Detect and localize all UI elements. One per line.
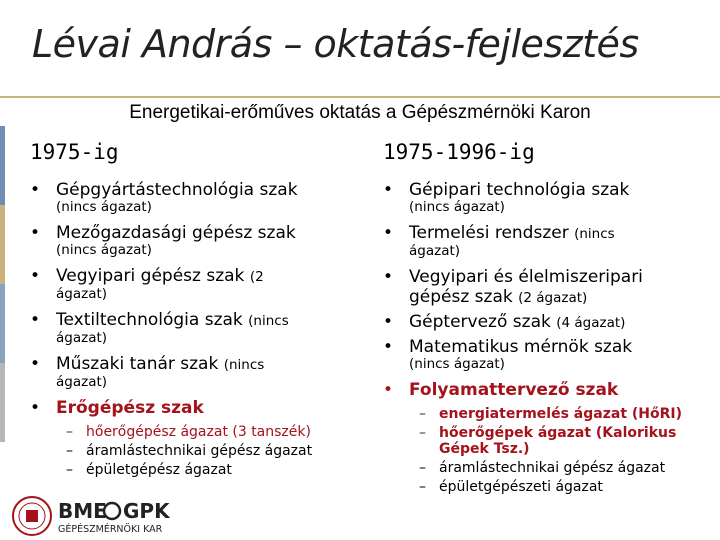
item-note: (nincs <box>574 226 615 242</box>
logo-main: BME <box>58 499 107 523</box>
bullet-icon: • <box>383 267 394 287</box>
bullet-icon: • <box>30 398 41 418</box>
sublist-item: – áramlástechnikai gépész ágazat <box>419 460 666 476</box>
item-main: Gépipari technológia szak <box>409 180 630 200</box>
list-item <box>383 337 708 372</box>
highlight-sublist <box>30 424 350 478</box>
item-main: Géptervező szak <box>409 312 557 332</box>
highlight-item <box>30 398 350 418</box>
dash-icon: – <box>419 425 426 441</box>
logo-caption: GÉPÉSZMÉRNÖKI KAR <box>58 524 163 535</box>
bullet-icon: • <box>30 180 41 200</box>
item-main: Vegyipari gépész szak <box>56 266 250 286</box>
dash-icon: – <box>419 460 426 476</box>
list-item <box>30 354 350 390</box>
list-item <box>30 310 350 346</box>
highlight-item <box>383 380 708 400</box>
highlight-sublist <box>383 406 708 495</box>
list-item <box>383 223 708 259</box>
item-sub: (nincs ágazat) <box>56 242 152 258</box>
dash-icon: – <box>66 443 73 459</box>
sublist-item: – épületgépész ágazat <box>66 462 232 478</box>
left-column <box>30 140 350 481</box>
item-note: (2 <box>249 269 264 285</box>
dash-icon: – <box>66 424 73 440</box>
item-sub: (nincs ágazat) <box>409 356 505 372</box>
item-note: (nincs <box>248 313 289 329</box>
list-item <box>30 266 350 302</box>
bullet-icon: • <box>30 354 41 374</box>
bullet-icon: • <box>30 223 41 243</box>
highlight-main: Folyamattervező szak <box>409 380 619 400</box>
dash-icon: – <box>419 406 426 422</box>
bullet-icon: • <box>383 380 394 400</box>
sublist-item: – áramlástechnikai gépész ágazat <box>66 443 313 459</box>
sublist-item: – épületgépészeti ágazat <box>419 479 603 495</box>
bullet-icon: • <box>383 337 394 357</box>
sublist-item: – hőerőgépész ágazat (3 tanszék) <box>66 424 311 440</box>
item-main: Textiltechnológia szak <box>56 310 249 330</box>
item-main: Mezőgazdasági gépész szak <box>56 223 296 243</box>
right-column-heading: 1975-1996-ig <box>383 140 535 164</box>
header-rule <box>0 96 720 98</box>
bullet-icon: • <box>30 266 41 286</box>
item-note: (4 ágazat) <box>556 315 626 331</box>
sublist-item: – energiatermelés ágazat (HőRI) <box>419 406 683 422</box>
item-main: Matematikus mérnök szak <box>409 337 633 357</box>
item-sub: ágazat) <box>409 243 461 259</box>
bullet-icon: • <box>30 310 41 330</box>
item-sub: ágazat) <box>56 286 108 302</box>
list-item <box>30 223 350 258</box>
bullet-icon: • <box>383 180 394 200</box>
item-main: Termelési rendszer <box>409 223 575 243</box>
item-sub: ágazat) <box>56 374 108 390</box>
slide-title: Lévai András – oktatás-fejlesztés <box>32 22 639 66</box>
bullet-icon: • <box>383 223 394 243</box>
bme-gpk-logo <box>8 494 208 538</box>
item-sub: ágazat) <box>56 330 108 346</box>
dash-icon: – <box>419 479 426 495</box>
list-item <box>383 267 708 308</box>
slide-subtitle: Energetikai-erőműves oktatás a Gépészmérnöki Karon <box>129 102 591 123</box>
right-column <box>383 140 708 498</box>
sublist-item: – hőerőgépek ágazat (Kalorikus Gépek Tsz.) <box>419 425 677 457</box>
left-column-heading: 1975-ig <box>30 140 119 164</box>
item-sub: (nincs ágazat) <box>409 199 505 215</box>
item-main: Vegyipari és élelmiszeripari gépész szak <box>409 267 643 307</box>
list-item <box>383 180 708 215</box>
left-accent-bar <box>0 126 5 442</box>
dash-icon: – <box>66 462 73 478</box>
item-note: (2 ágazat) <box>518 290 588 306</box>
item-main: Műszaki tanár szak <box>56 354 224 374</box>
list-item <box>383 312 708 333</box>
item-main: Gépgyártástechnológia szak <box>56 180 298 200</box>
list-item <box>30 180 350 215</box>
highlight-main: Erőgépész szak <box>56 398 204 418</box>
logo-sub: GPK <box>123 499 170 523</box>
item-note: (nincs <box>223 357 265 373</box>
item-sub: (nincs ágazat) <box>56 199 152 215</box>
bullet-icon: • <box>383 312 394 332</box>
